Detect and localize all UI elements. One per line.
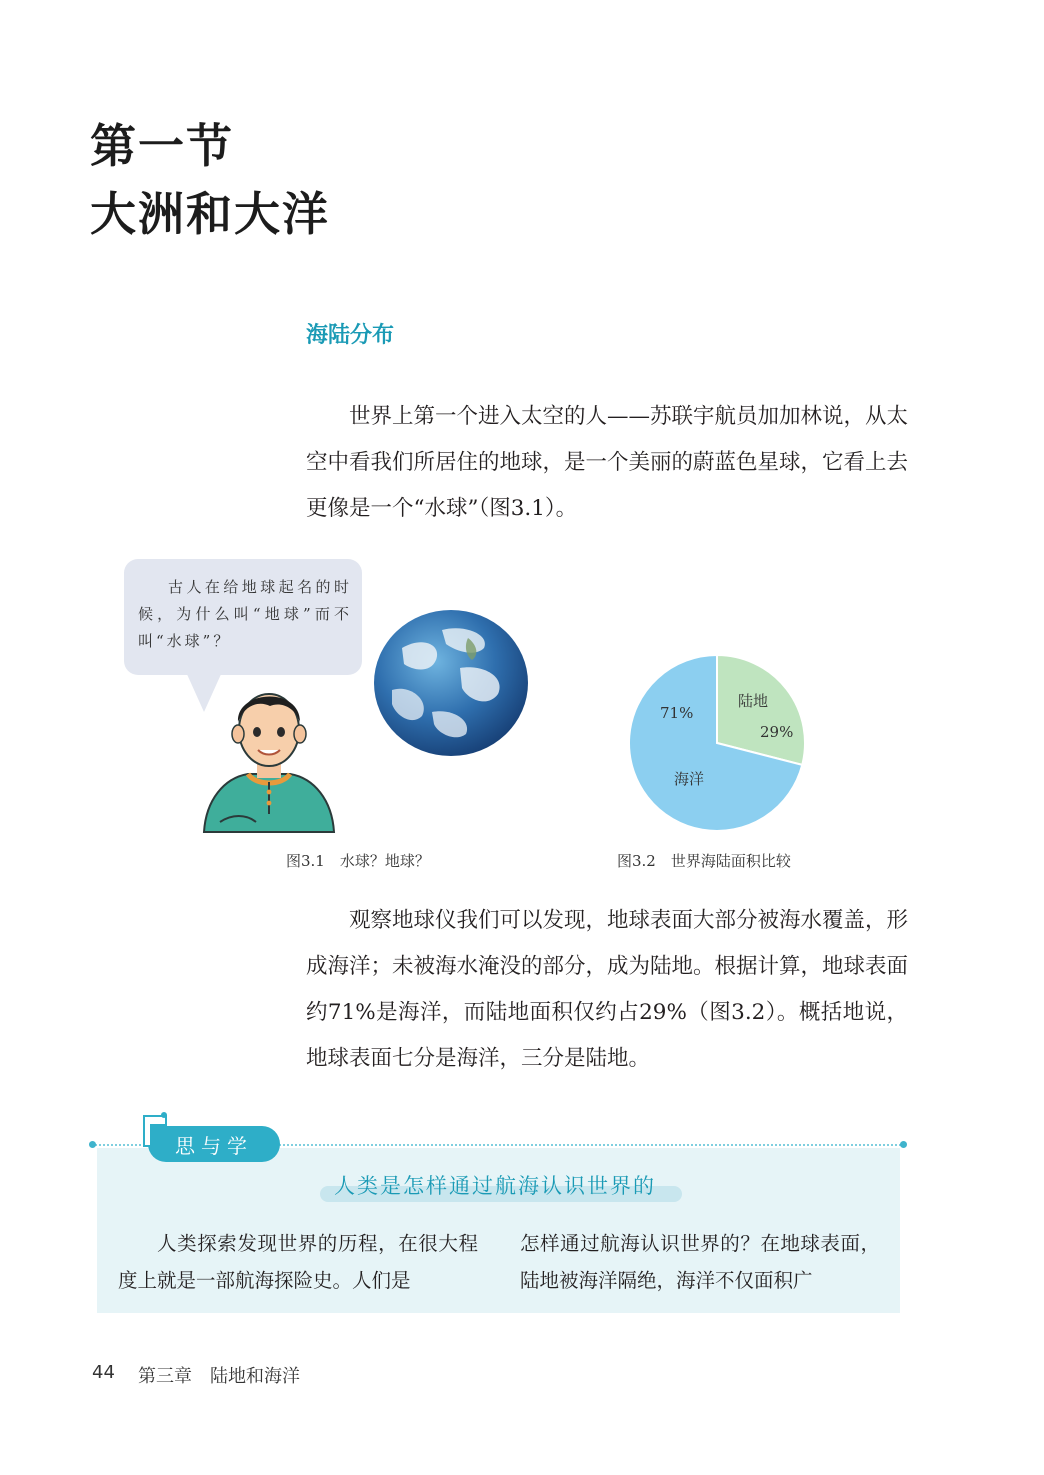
speech-bubble-text: 古人在给地球起名的时候，为什么叫“地球”而不叫“水球”？	[138, 578, 352, 650]
paragraph-2: 观察地球仪我们可以发现，地球表面大部分被海水覆盖，形成海洋；未被海水淹没的部分，成为陆地。根据计算，地球表面约71%是海洋，而陆地面积仅约占29%（图3.2）。概括地说，地球表面七分是海洋，三分是陆地。	[306, 908, 909, 1071]
page-number: 44	[92, 1362, 115, 1383]
title-line-2: 大洲和大洋	[90, 187, 330, 241]
title-line-1: 第一节	[90, 119, 234, 173]
book-icon	[140, 1110, 174, 1154]
think-learn-subtitle: 人类是怎样通过航海认识世界的	[334, 1174, 656, 1198]
earth-globe-image	[372, 608, 530, 758]
section-heading: 海陆分布	[306, 323, 395, 348]
chapter-footer: 第三章 陆地和海洋	[138, 1366, 300, 1387]
boy-illustration	[196, 682, 342, 834]
pie-label-sea-percent: 71%	[660, 704, 694, 722]
think-learn-column-1: 人类探索发现世界的历程，在很大程度上就是一部航海探险史。人们是	[118, 1232, 478, 1292]
paragraph-1: 世界上第一个进入太空的人——苏联宇航员加加林说，从太空中看我们所居住的地球，是一个美丽的蔚蓝色星球，它看上去更像是一个“水球”（图3.1）。	[306, 404, 909, 521]
dotted-line-left-dot	[89, 1141, 96, 1148]
think-learn-badge-text: 思与学	[175, 1134, 253, 1158]
figure-3-1-caption: 图3.1 水球？地球？	[286, 852, 430, 870]
think-learn-column-2: 怎样通过航海认识世界的？在地球表面，陆地被海洋隔绝，海洋不仅面积广	[520, 1232, 880, 1292]
dotted-line-right-dot	[900, 1141, 907, 1148]
pie-label-land-percent: 29%	[760, 723, 794, 741]
land-sea-pie-chart	[626, 652, 808, 834]
figure-3-2-caption: 图3.2 世界海陆面积比较	[617, 852, 791, 870]
pie-label-land: 陆地	[738, 692, 769, 710]
pie-label-sea: 海洋	[674, 770, 705, 788]
